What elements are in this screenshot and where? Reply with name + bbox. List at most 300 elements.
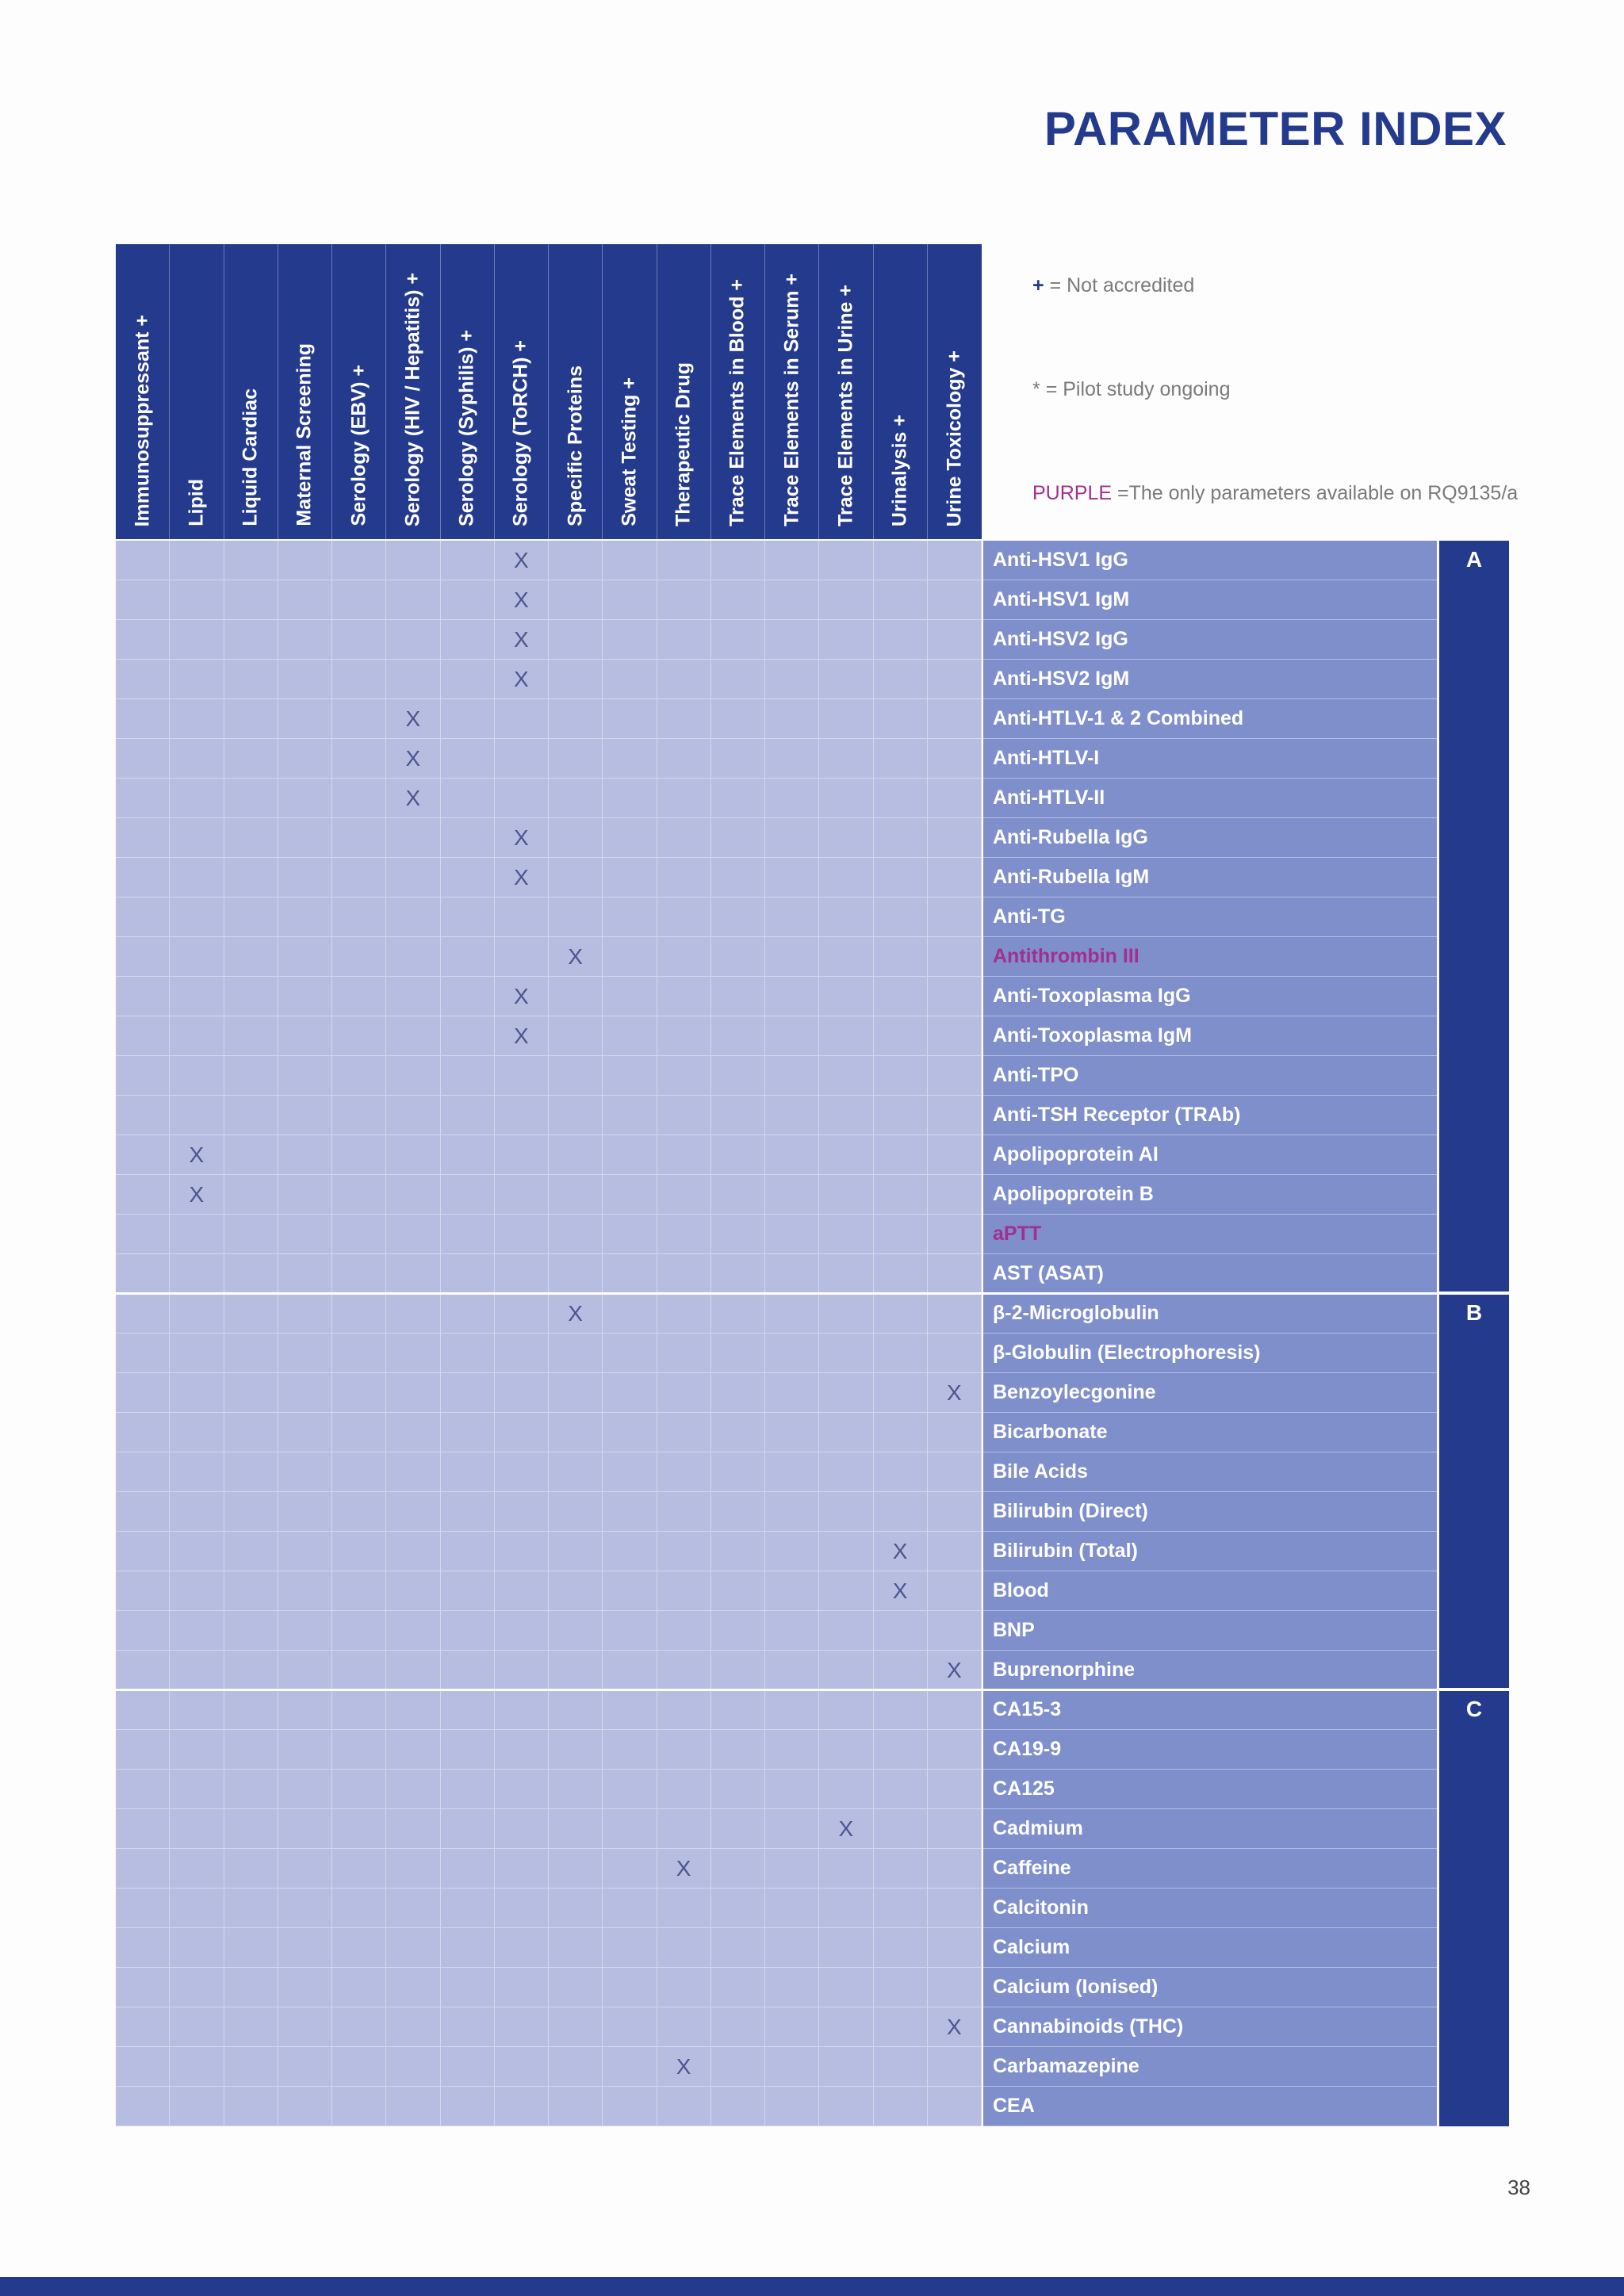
grid-cell xyxy=(819,1888,873,1928)
grid-cell xyxy=(711,1730,765,1770)
grid-cell xyxy=(819,1452,873,1492)
table-row xyxy=(116,1968,982,2007)
legend-text: =The only parameters available on RQ9135/a xyxy=(1117,482,1519,504)
grid-cell xyxy=(278,779,332,818)
table-row xyxy=(116,580,982,620)
grid-cell xyxy=(819,1532,873,1571)
grid-cell-mark: X xyxy=(549,1294,603,1334)
grid-cell xyxy=(224,858,278,897)
grid-cell xyxy=(170,580,224,620)
grid-cell xyxy=(441,660,495,699)
grid-cell xyxy=(549,1770,603,1809)
grid-cell xyxy=(116,1334,170,1373)
grid-cell xyxy=(603,1175,657,1215)
grid-cell xyxy=(116,1809,170,1849)
grid-cell xyxy=(116,1294,170,1334)
grid-cell xyxy=(657,779,711,818)
table-row xyxy=(116,1096,982,1135)
grid-cell xyxy=(711,818,765,858)
grid-cell xyxy=(386,1730,440,1770)
grid-cell xyxy=(874,699,928,739)
grid-cell xyxy=(116,1215,170,1254)
grid-cell xyxy=(819,1016,873,1056)
grid-cell xyxy=(441,1492,495,1532)
purple-word: PURPLE xyxy=(1032,482,1113,504)
grid-cell xyxy=(386,858,440,897)
grid-cell-mark: X xyxy=(495,541,549,580)
grid-cell xyxy=(495,897,549,937)
grid-cell xyxy=(657,1571,711,1611)
grid-cell xyxy=(332,1215,386,1254)
grid-cell xyxy=(549,620,603,660)
grid-cell xyxy=(495,1611,549,1651)
parameter-name: Anti-TG xyxy=(983,897,1437,937)
grid-cell xyxy=(224,1294,278,1334)
grid-cell xyxy=(332,1135,386,1175)
grid-cell xyxy=(657,1334,711,1373)
column-header xyxy=(657,244,711,539)
grid-cell xyxy=(549,1254,603,1294)
grid-cell xyxy=(386,1135,440,1175)
grid-cell xyxy=(711,1254,765,1294)
grid-cell xyxy=(874,977,928,1016)
column-header-label: Urine Toxicology + xyxy=(943,350,966,526)
grid-cell xyxy=(874,1928,928,1968)
parameter-grid xyxy=(116,541,982,2126)
section-divider xyxy=(116,1689,1509,1691)
grid-cell xyxy=(819,897,873,937)
column-header xyxy=(441,244,495,539)
parameter-name: β-2-Microglobulin xyxy=(983,1294,1437,1334)
grid-cell xyxy=(278,1135,332,1175)
grid-cell xyxy=(819,1334,873,1373)
grid-cell xyxy=(711,1849,765,1888)
grid-cell xyxy=(332,1056,386,1096)
page-number: 38 xyxy=(1507,2175,1530,2199)
grid-cell xyxy=(495,1968,549,2007)
grid-cell xyxy=(928,2087,982,2126)
footer-bar xyxy=(0,2277,1624,2296)
grid-cell xyxy=(386,580,440,620)
grid-cell xyxy=(711,1135,765,1175)
grid-cell xyxy=(386,1770,440,1809)
grid-cell xyxy=(603,1532,657,1571)
grid-cell xyxy=(278,1571,332,1611)
grid-cell xyxy=(928,620,982,660)
grid-cell xyxy=(224,1215,278,1254)
grid-cell xyxy=(224,897,278,937)
grid-cell xyxy=(549,1056,603,1096)
table-row xyxy=(116,739,982,779)
grid-cell xyxy=(116,1373,170,1413)
grid-cell xyxy=(386,1254,440,1294)
grid-cell xyxy=(441,858,495,897)
grid-cell xyxy=(603,1096,657,1135)
grid-cell xyxy=(657,1016,711,1056)
grid-cell xyxy=(495,1730,549,1770)
grid-cell xyxy=(711,1294,765,1334)
grid-cell xyxy=(116,779,170,818)
grid-cell xyxy=(224,1809,278,1849)
grid-cell xyxy=(170,1452,224,1492)
grid-cell xyxy=(170,897,224,937)
grid-cell xyxy=(819,1294,873,1334)
grid-cell xyxy=(441,1254,495,1294)
column-header xyxy=(278,244,332,539)
grid-cell xyxy=(224,937,278,977)
grid-cell xyxy=(170,1968,224,2007)
grid-cell-mark: X xyxy=(495,818,549,858)
grid-cell xyxy=(332,2007,386,2047)
grid-cell xyxy=(603,1135,657,1175)
parameter-name: Blood xyxy=(983,1571,1437,1611)
grid-cell xyxy=(928,699,982,739)
grid-cell xyxy=(711,739,765,779)
grid-cell xyxy=(332,1532,386,1571)
grid-cell xyxy=(224,1452,278,1492)
grid-cell xyxy=(711,977,765,1016)
grid-cell xyxy=(441,1334,495,1373)
grid-cell xyxy=(332,1096,386,1135)
parameter-name: Anti-Toxoplasma IgG xyxy=(983,977,1437,1016)
grid-cell xyxy=(278,541,332,580)
grid-cell xyxy=(928,818,982,858)
grid-cell xyxy=(874,1770,928,1809)
grid-cell xyxy=(657,580,711,620)
table-row xyxy=(116,1135,982,1175)
grid-cell xyxy=(116,1928,170,1968)
grid-cell xyxy=(928,1611,982,1651)
grid-cell xyxy=(549,580,603,620)
grid-cell xyxy=(441,1809,495,1849)
grid-cell xyxy=(441,1373,495,1413)
grid-cell xyxy=(386,1413,440,1452)
grid-cell-mark: X xyxy=(928,2007,982,2047)
grid-cell xyxy=(170,1096,224,1135)
grid-cell xyxy=(603,739,657,779)
parameter-name: Bile Acids xyxy=(983,1452,1437,1492)
grid-cell xyxy=(549,1373,603,1413)
grid-cell xyxy=(928,580,982,620)
grid-cell xyxy=(224,1968,278,2007)
grid-cell xyxy=(928,1135,982,1175)
grid-cell xyxy=(765,818,819,858)
grid-cell xyxy=(386,1809,440,1849)
grid-cell xyxy=(224,660,278,699)
grid-cell xyxy=(603,1056,657,1096)
table-row xyxy=(116,1016,982,1056)
grid-cell xyxy=(495,739,549,779)
grid-cell xyxy=(657,739,711,779)
parameter-name: Anti-HTLV-1 & 2 Combined xyxy=(983,699,1437,739)
grid-cell xyxy=(874,779,928,818)
grid-cell xyxy=(170,2047,224,2087)
grid-cell xyxy=(765,1135,819,1175)
grid-cell xyxy=(928,2047,982,2087)
grid-cell xyxy=(224,1175,278,1215)
grid-cell xyxy=(332,1413,386,1452)
table-row xyxy=(116,1770,982,1809)
column-header xyxy=(711,244,765,539)
grid-cell xyxy=(657,2007,711,2047)
grid-cell xyxy=(332,1492,386,1532)
grid-cell xyxy=(224,1571,278,1611)
table-row xyxy=(116,1532,982,1571)
grid-cell xyxy=(657,818,711,858)
grid-cell xyxy=(332,541,386,580)
grid-cell xyxy=(765,1770,819,1809)
grid-cell xyxy=(711,1373,765,1413)
grid-cell xyxy=(765,620,819,660)
grid-cell xyxy=(441,937,495,977)
grid-cell xyxy=(765,1175,819,1215)
grid-cell xyxy=(549,1611,603,1651)
grid-cell xyxy=(603,1611,657,1651)
grid-cell xyxy=(116,541,170,580)
grid-cell xyxy=(603,1928,657,1968)
column-header xyxy=(332,244,386,539)
grid-cell xyxy=(819,541,873,580)
grid-cell xyxy=(224,1492,278,1532)
grid-cell xyxy=(170,818,224,858)
grid-cell xyxy=(224,620,278,660)
grid-cell xyxy=(603,779,657,818)
parameter-name: Anti-HSV1 IgM xyxy=(983,580,1437,620)
column-header-label: Serology (HIV / Hepatitis) + xyxy=(401,272,424,526)
grid-cell xyxy=(928,1096,982,1135)
grid-cell xyxy=(441,1532,495,1571)
grid-cell xyxy=(224,1413,278,1452)
grid-cell xyxy=(495,2087,549,2126)
grid-cell xyxy=(603,2087,657,2126)
legend-pilot xyxy=(1032,378,1231,401)
grid-cell xyxy=(441,897,495,937)
grid-cell xyxy=(441,818,495,858)
grid-cell xyxy=(711,1611,765,1651)
grid-cell xyxy=(603,1294,657,1334)
grid-cell xyxy=(603,1413,657,1452)
grid-cell xyxy=(928,858,982,897)
grid-cell xyxy=(874,1056,928,1096)
grid-cell xyxy=(765,2047,819,2087)
grid-cell xyxy=(711,1096,765,1135)
grid-cell xyxy=(386,1294,440,1334)
parameter-name: Calcitonin xyxy=(983,1888,1437,1928)
grid-cell xyxy=(495,1254,549,1294)
grid-cell xyxy=(495,1056,549,1096)
table-row xyxy=(116,1413,982,1452)
grid-cell xyxy=(657,897,711,937)
grid-cell xyxy=(170,1730,224,1770)
grid-cell xyxy=(386,1968,440,2007)
parameter-name: Bilirubin (Total) xyxy=(983,1532,1437,1571)
grid-cell xyxy=(603,620,657,660)
grid-cell xyxy=(332,977,386,1016)
grid-cell xyxy=(657,1770,711,1809)
column-header xyxy=(603,244,657,539)
grid-cell xyxy=(657,1651,711,1690)
parameter-name: Anti-HTLV-II xyxy=(983,779,1437,818)
parameter-name: Bilirubin (Direct) xyxy=(983,1492,1437,1532)
grid-cell xyxy=(765,1730,819,1770)
column-header-label: Lipid xyxy=(185,479,208,526)
grid-cell xyxy=(765,1334,819,1373)
grid-cell xyxy=(765,1611,819,1651)
grid-cell xyxy=(765,1849,819,1888)
column-header xyxy=(549,244,603,539)
grid-cell xyxy=(495,1373,549,1413)
grid-cell xyxy=(874,739,928,779)
parameter-name: CEA xyxy=(983,2087,1437,2126)
grid-cell xyxy=(116,2047,170,2087)
grid-cell xyxy=(928,1532,982,1571)
grid-cell xyxy=(657,660,711,699)
grid-cell xyxy=(711,1968,765,2007)
grid-cell xyxy=(495,1452,549,1492)
grid-cell xyxy=(819,1096,873,1135)
grid-cell xyxy=(549,1492,603,1532)
table-row xyxy=(116,699,982,739)
parameter-name: Anti-Rubella IgG xyxy=(983,818,1437,858)
grid-cell xyxy=(278,1809,332,1849)
grid-cell xyxy=(549,1849,603,1888)
grid-cell xyxy=(332,1254,386,1294)
grid-cell xyxy=(657,620,711,660)
grid-cell xyxy=(332,1334,386,1373)
grid-cell xyxy=(603,2007,657,2047)
grid-cell xyxy=(278,977,332,1016)
grid-cell xyxy=(657,1413,711,1452)
grid-cell xyxy=(278,1056,332,1096)
section-divider xyxy=(116,1292,1509,1295)
grid-cell xyxy=(765,660,819,699)
grid-cell xyxy=(224,1373,278,1413)
table-row xyxy=(116,1730,982,1770)
grid-cell-mark: X xyxy=(495,1016,549,1056)
grid-cell xyxy=(819,1849,873,1888)
grid-cell xyxy=(116,1135,170,1175)
grid-cell xyxy=(332,1849,386,1888)
grid-cell xyxy=(874,1611,928,1651)
grid-cell xyxy=(116,1571,170,1611)
grid-cell xyxy=(170,1690,224,1730)
grid-cell xyxy=(170,699,224,739)
table-row xyxy=(116,897,982,937)
parameter-name: aPTT xyxy=(983,1215,1437,1254)
grid-cell xyxy=(549,1334,603,1373)
grid-cell xyxy=(441,580,495,620)
grid-cell xyxy=(657,937,711,977)
grid-cell xyxy=(224,2007,278,2047)
grid-cell xyxy=(495,1532,549,1571)
grid-cell xyxy=(224,818,278,858)
grid-cell xyxy=(765,1056,819,1096)
column-header-label: Specific Proteins xyxy=(564,365,587,526)
grid-cell xyxy=(224,1730,278,1770)
grid-cell xyxy=(278,620,332,660)
grid-cell xyxy=(441,1690,495,1730)
grid-cell xyxy=(278,660,332,699)
grid-cell xyxy=(441,1215,495,1254)
grid-cell xyxy=(874,2087,928,2126)
grid-cell xyxy=(332,937,386,977)
grid-cell xyxy=(603,699,657,739)
grid-cell xyxy=(116,2087,170,2126)
grid-cell xyxy=(928,1215,982,1254)
grid-cell xyxy=(874,620,928,660)
grid-cell-mark: X xyxy=(549,937,603,977)
table-row xyxy=(116,937,982,977)
grid-cell xyxy=(441,620,495,660)
parameter-name: Cadmium xyxy=(983,1809,1437,1849)
grid-cell xyxy=(549,1175,603,1215)
column-header-label: Therapeutic Drug xyxy=(672,362,695,526)
grid-cell xyxy=(170,1651,224,1690)
grid-cell xyxy=(657,1294,711,1334)
grid-cell xyxy=(386,2047,440,2087)
grid-cell-mark: X xyxy=(495,858,549,897)
grid-cell-mark: X xyxy=(657,2047,711,2087)
grid-cell xyxy=(549,1215,603,1254)
grid-cell xyxy=(116,1651,170,1690)
grid-cell xyxy=(657,541,711,580)
grid-cell xyxy=(603,818,657,858)
grid-cell xyxy=(495,1334,549,1373)
grid-cell xyxy=(657,1928,711,1968)
parameter-name: CA15-3 xyxy=(983,1690,1437,1730)
grid-cell xyxy=(441,1651,495,1690)
grid-cell xyxy=(603,1730,657,1770)
grid-cell xyxy=(711,1690,765,1730)
grid-cell xyxy=(224,1334,278,1373)
grid-cell xyxy=(819,2007,873,2047)
column-header xyxy=(819,244,873,539)
table-row xyxy=(116,1056,982,1096)
grid-cell xyxy=(874,1413,928,1452)
column-header-label: Maternal Screening xyxy=(293,343,316,526)
table-row xyxy=(116,1849,982,1888)
grid-cell xyxy=(711,1651,765,1690)
grid-cell xyxy=(224,1651,278,1690)
grid-cell xyxy=(765,779,819,818)
grid-cell xyxy=(549,1135,603,1175)
grid-cell xyxy=(170,1849,224,1888)
grid-cell xyxy=(928,1770,982,1809)
grid-cell xyxy=(657,1611,711,1651)
grid-cell xyxy=(495,2007,549,2047)
grid-cell xyxy=(116,858,170,897)
grid-cell xyxy=(711,660,765,699)
grid-cell xyxy=(278,2047,332,2087)
grid-cell xyxy=(711,1928,765,1968)
grid-cell xyxy=(549,660,603,699)
grid-cell xyxy=(603,977,657,1016)
parameter-name: Apolipoprotein AI xyxy=(983,1135,1437,1175)
grid-cell xyxy=(116,699,170,739)
grid-cell xyxy=(116,1096,170,1135)
grid-cell xyxy=(603,580,657,620)
grid-cell xyxy=(116,1532,170,1571)
parameter-name: AST (ASAT) xyxy=(983,1254,1437,1294)
grid-cell xyxy=(711,1492,765,1532)
grid-cell xyxy=(116,1730,170,1770)
grid-cell xyxy=(170,739,224,779)
grid-cell xyxy=(224,1770,278,1809)
grid-cell xyxy=(603,1651,657,1690)
page-title: PARAMETER INDEX xyxy=(1044,102,1507,155)
grid-cell xyxy=(711,937,765,977)
grid-cell xyxy=(711,897,765,937)
